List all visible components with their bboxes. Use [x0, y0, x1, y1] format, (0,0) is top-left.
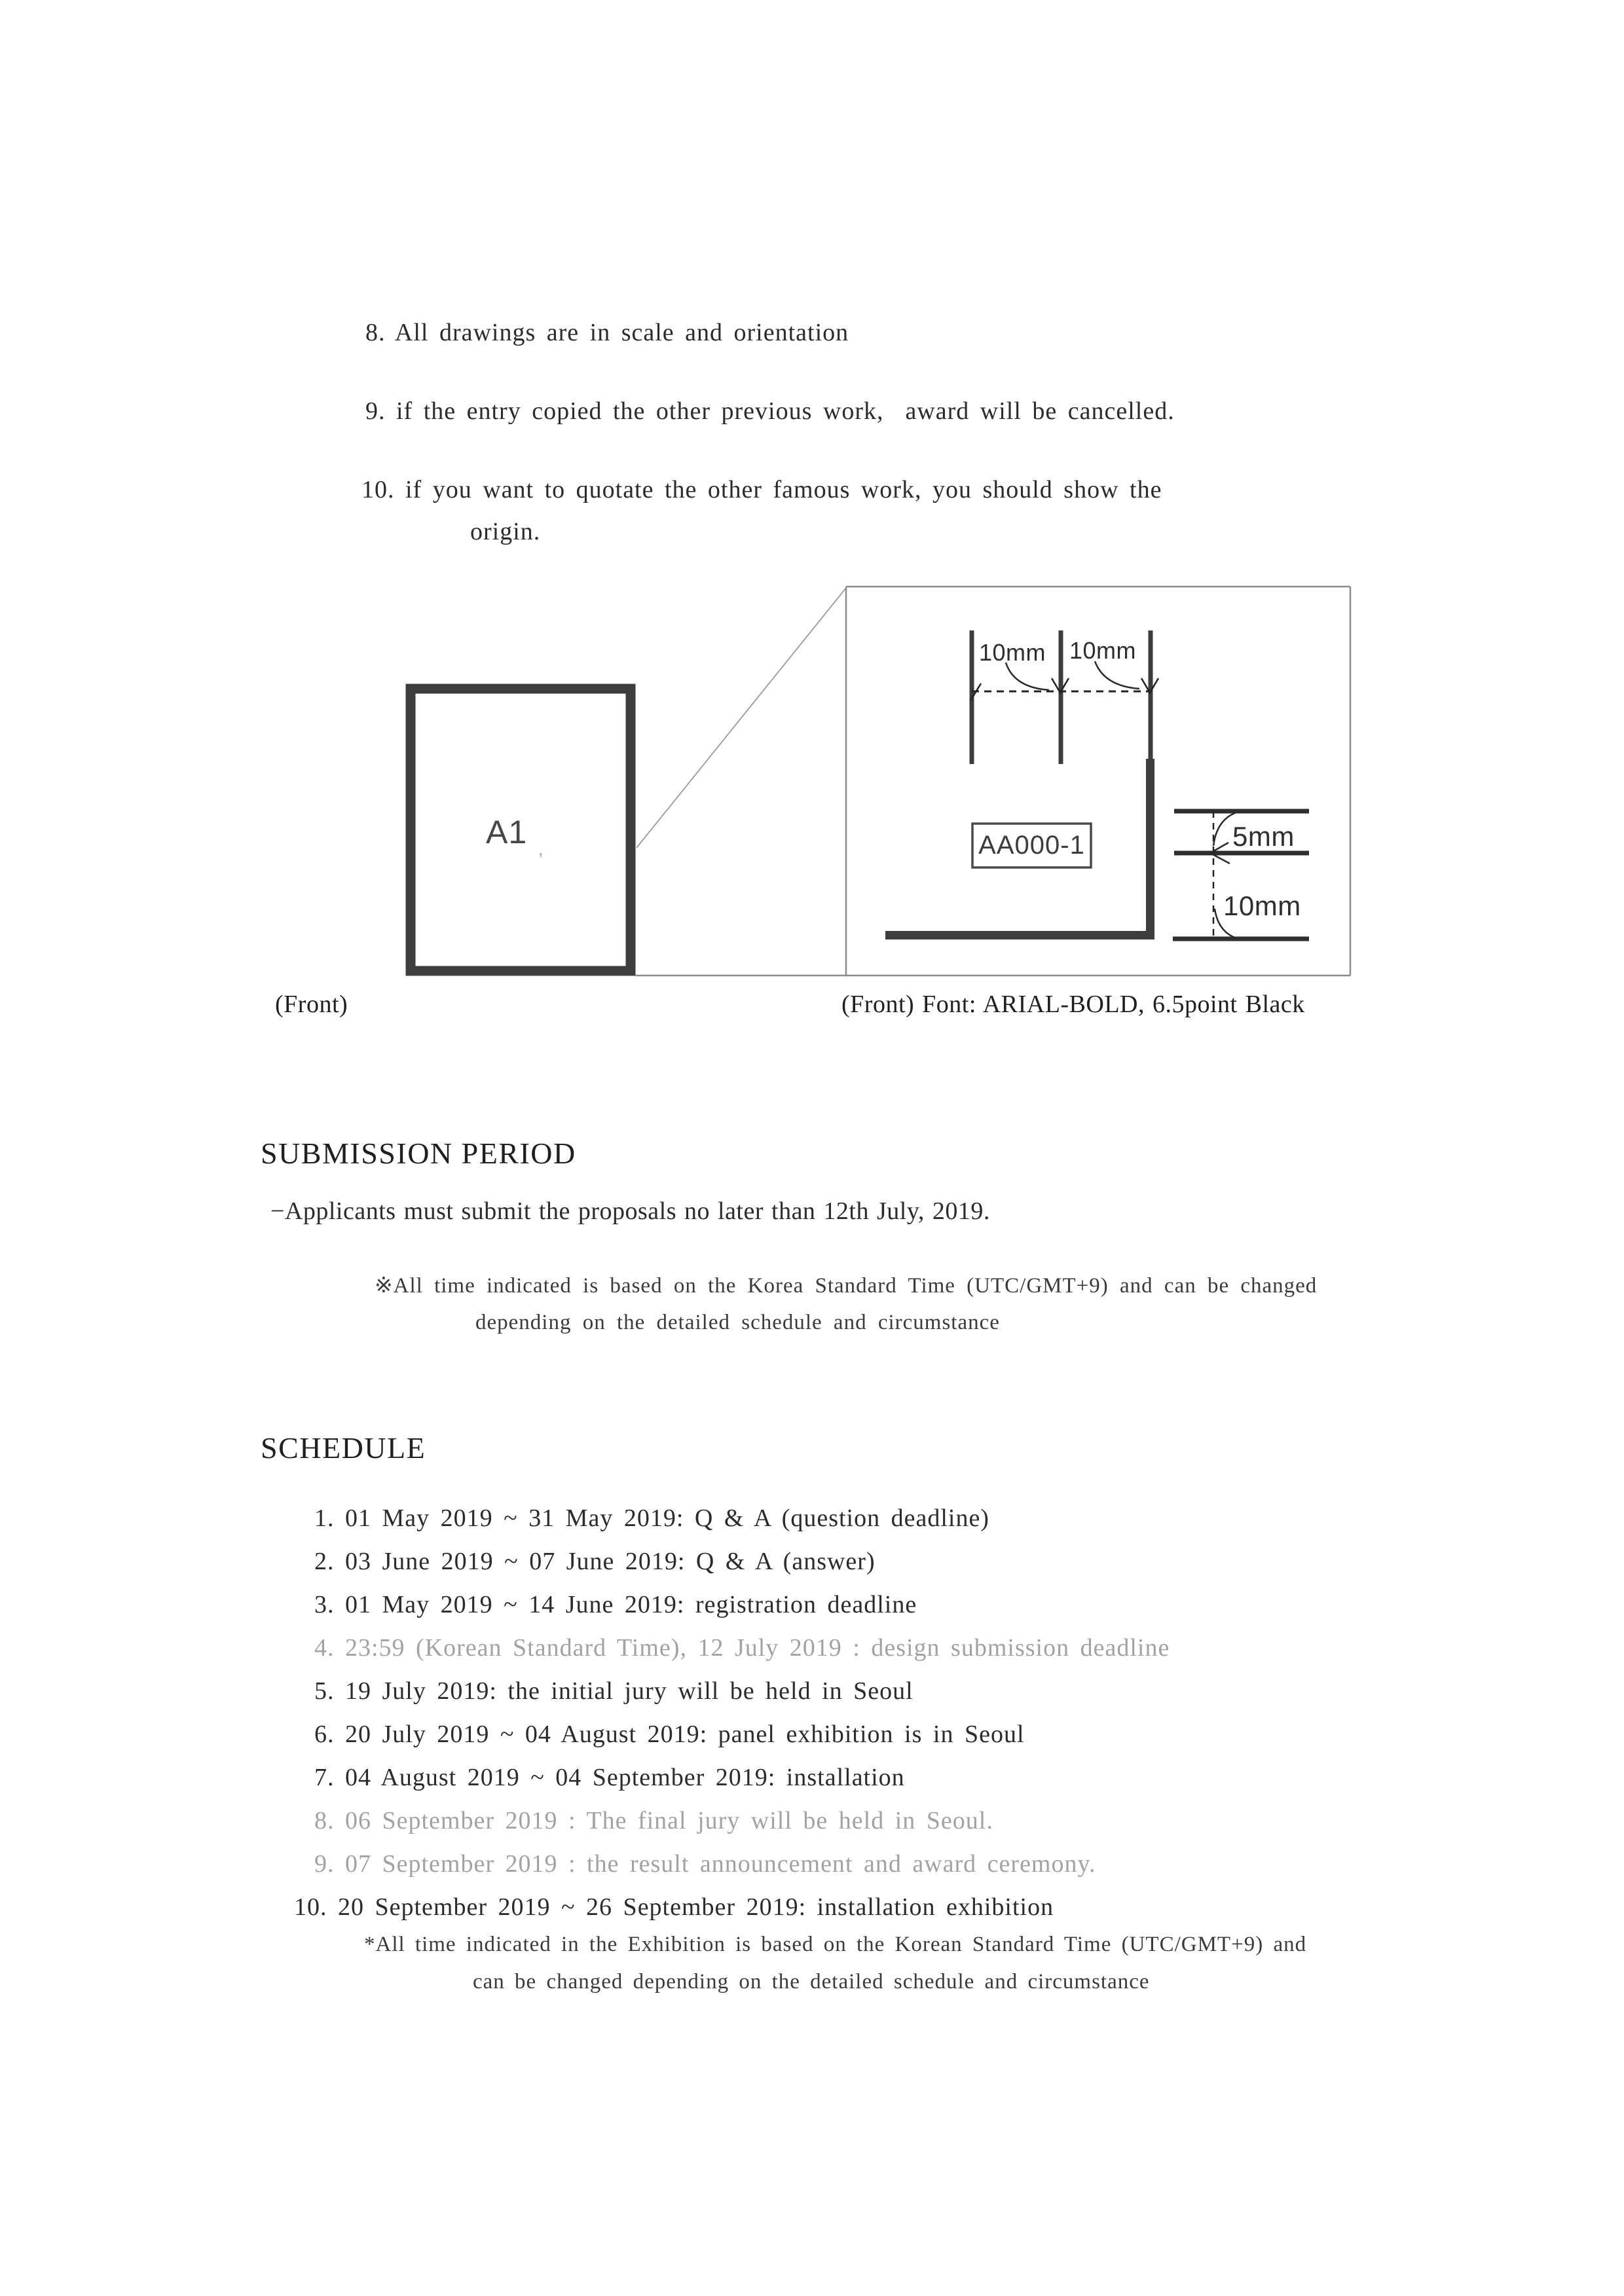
panel-corner-horizontal-bar	[885, 931, 1154, 939]
entry-code-label: AA000-1	[978, 831, 1085, 860]
caption-front-left: (Front)	[275, 991, 348, 1018]
schedule-item-4: 4. 23:59 (Korean Standard Time), 12 July 2019 : design submission deadline	[314, 1634, 1170, 1662]
dim-label-side-bottom: 10mm	[1223, 890, 1301, 921]
rule-item-10-continuation: origin.	[470, 518, 541, 545]
caption-front-right: (Front) Font: ARIAL-BOLD, 6.5point Black	[841, 991, 1305, 1018]
schedule-item-1: 1. 01 May 2019 ~ 31 May 2019: Q & A (question deadline)	[314, 1504, 989, 1532]
rule-item-8: 8. All drawings are in scale and orientation	[365, 319, 849, 346]
rule-item-10: 10. if you want to quotate the other famous work, you should show the	[361, 476, 1162, 503]
dim-leader-curve-left	[1006, 663, 1049, 690]
schedule-item-3: 3. 01 May 2019 ~ 14 June 2019: registration deadline	[314, 1591, 917, 1618]
panel-corner-vertical-bar	[1146, 759, 1154, 939]
schedule-item-2: 2. 03 June 2019 ~ 07 June 2019: Q & A (answer)	[314, 1548, 876, 1575]
dim-label-top-right: 10mm	[1069, 637, 1137, 664]
submission-period-heading: SUBMISSION PERIOD	[261, 1137, 576, 1170]
submission-note-line1: ※All time indicated is based on the Korea Standard Time (UTC/GMT+9) and can be changed	[375, 1274, 1318, 1298]
a1-panel-smudge-mark: ,	[538, 839, 544, 859]
dim-label-top-left: 10mm	[979, 639, 1046, 666]
schedule-item-8: 8. 06 September 2019 : The final jury will be held in Seoul.	[314, 1807, 993, 1834]
dim-leader-curve-right	[1095, 661, 1139, 689]
schedule-footnote-line2: can be changed depending on the detailed schedule and circumstance	[473, 1970, 1150, 1994]
schedule-item-10: 10. 20 September 2019 ~ 26 September 2019: installation exhibition	[294, 1893, 1054, 1921]
schedule-item-9: 9. 07 September 2019 : the result announcement and award ceremony.	[314, 1850, 1096, 1878]
rule-item-9: 9. if the entry copied the other previous work, award will be cancelled.	[365, 397, 1175, 425]
dim-label-side-top: 5mm	[1232, 821, 1295, 852]
schedule-heading: SCHEDULE	[261, 1431, 426, 1465]
a1-panel-label: A1	[486, 814, 528, 850]
submission-statement: −Applicants must submit the proposals no later than 12th July, 2019.	[270, 1197, 990, 1225]
submission-note-line2: depending on the detailed schedule and circumstance	[475, 1311, 1000, 1334]
zoom-leader-line	[637, 588, 846, 848]
schedule-footnote-line1: *All time indicated in the Exhibition is based on the Korean Standard Time (UTC/GMT+9) and	[364, 1933, 1307, 1956]
schedule-item-7: 7. 04 August 2019 ~ 04 September 2019: installation	[314, 1764, 905, 1791]
schedule-item-6: 6. 20 July 2019 ~ 04 August 2019: panel exhibition is in Seoul	[314, 1721, 1025, 1748]
schedule-item-5: 5. 19 July 2019: the initial jury will be held in Seoul	[314, 1677, 913, 1705]
